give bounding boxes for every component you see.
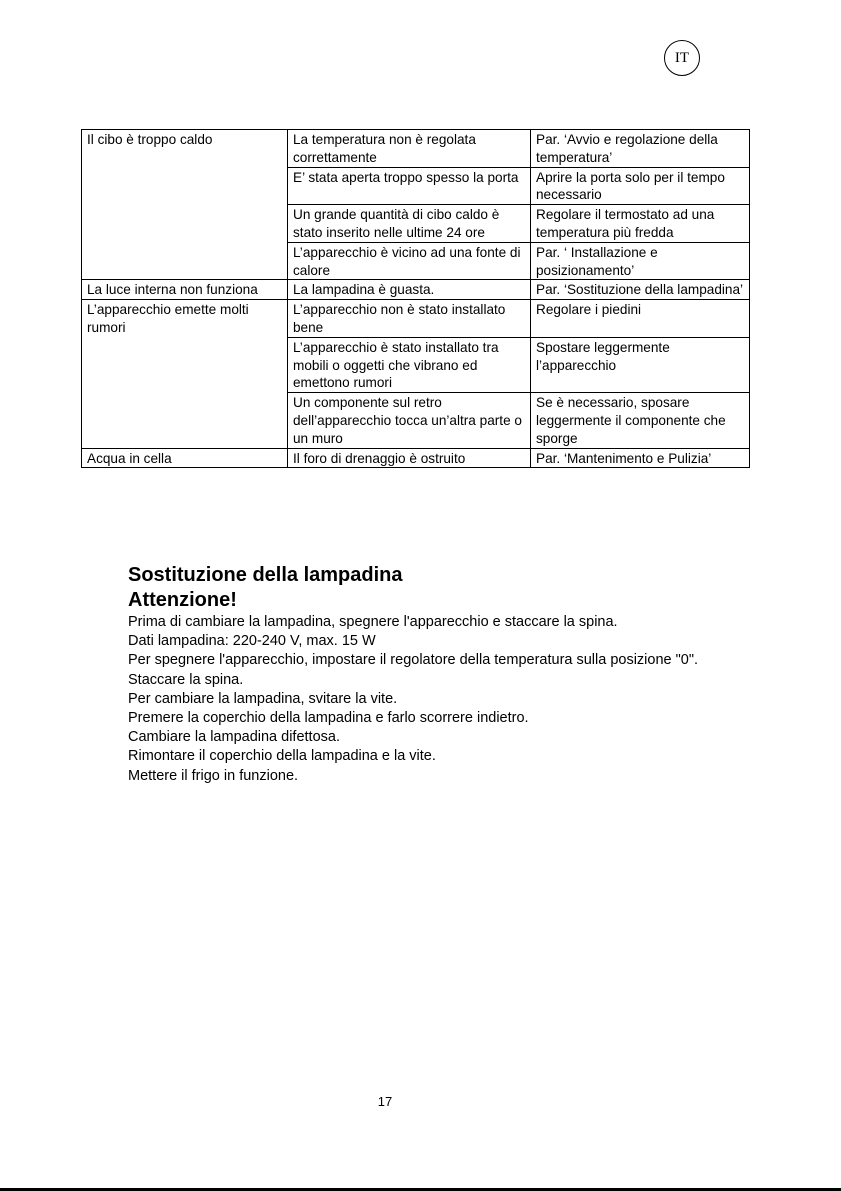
instruction-line: Cambiare la lampadina difettosa. xyxy=(128,729,340,746)
table-row xyxy=(82,130,750,168)
table-row xyxy=(82,280,750,300)
cause-cell: L’apparecchio è stato installato tra mobili o oggetti che vibrano ed emettono rumori xyxy=(288,337,531,392)
problem-cell: La luce interna non funziona xyxy=(82,280,288,300)
instruction-line: Dati lampadina: 220-240 V, max. 15 W xyxy=(128,633,376,650)
table-row xyxy=(82,448,750,468)
instruction-line: Staccare la spina. xyxy=(128,671,244,688)
troubleshooting-table xyxy=(81,129,750,468)
lamp-replacement-section xyxy=(128,563,768,786)
solution-cell: Aprire la porta solo per il tempo necessario xyxy=(531,167,750,205)
instruction-line: Rimontare il coperchio della lampadina e la vite. xyxy=(128,748,436,765)
solution-cell: Spostare leggermente l’apparecchio xyxy=(531,337,750,392)
problem-cell: L’apparecchio emette molti rumori xyxy=(82,300,288,448)
instruction-line: Mettere il frigo in funzione. xyxy=(128,767,299,784)
instruction-line: Premere la coperchio della lampadina e farlo scorrere indietro. xyxy=(128,710,529,727)
cause-cell: Il foro di drenaggio è ostruito xyxy=(288,448,531,468)
cause-cell: E’ stata aperta troppo spesso la porta xyxy=(288,167,531,205)
instruction-line: Per spegnere l'apparecchio, impostare il regolatore della temperatura sulla posizione "0". xyxy=(128,652,699,669)
warning-heading: Attenzione! xyxy=(128,589,237,611)
cause-cell: La lampadina è guasta. xyxy=(288,280,531,300)
solution-cell: Par. ‘Mantenimento e Pulizia’ xyxy=(531,448,750,468)
instruction-line: Per cambiare la lampadina, svitare la vite. xyxy=(128,690,398,707)
cause-cell: La temperatura non è regolata correttamente xyxy=(288,130,531,168)
solution-cell: Par. ‘Sostituzione della lampadina’ xyxy=(531,280,750,300)
solution-cell: Regolare il termostato ad una temperatura più fredda xyxy=(531,205,750,243)
solution-cell: Par. ‘Avvio e regolazione della temperatura’ xyxy=(531,130,750,168)
cause-cell: L’apparecchio è vicino ad una fonte di calore xyxy=(288,242,531,280)
cause-cell: Un componente sul retro dell’apparecchio tocca un’altra parte o un muro xyxy=(288,393,531,448)
table-row xyxy=(82,300,750,338)
problem-cell: Acqua in cella xyxy=(82,448,288,468)
section-title: Sostituzione della lampadina xyxy=(128,564,403,586)
cause-cell: L’apparecchio non è stato installato bene xyxy=(288,300,531,338)
instruction-line: Prima di cambiare la lampadina, spegnere l'apparecchio e staccare la spina. xyxy=(128,614,618,630)
solution-cell: Par. ‘ Installazione e posizionamento’ xyxy=(531,242,750,280)
solution-cell: Regolare i piedini xyxy=(531,300,750,338)
solution-cell: Se è necessario, sposare leggermente il componente che sporge xyxy=(531,393,750,448)
cause-cell: Un grande quantità di cibo caldo è stato inserito nelle ultime 24 ore xyxy=(288,205,531,243)
language-badge: IT xyxy=(664,40,700,76)
problem-cell: Il cibo è troppo caldo xyxy=(82,130,288,280)
page-number: 17 xyxy=(377,1094,393,1109)
